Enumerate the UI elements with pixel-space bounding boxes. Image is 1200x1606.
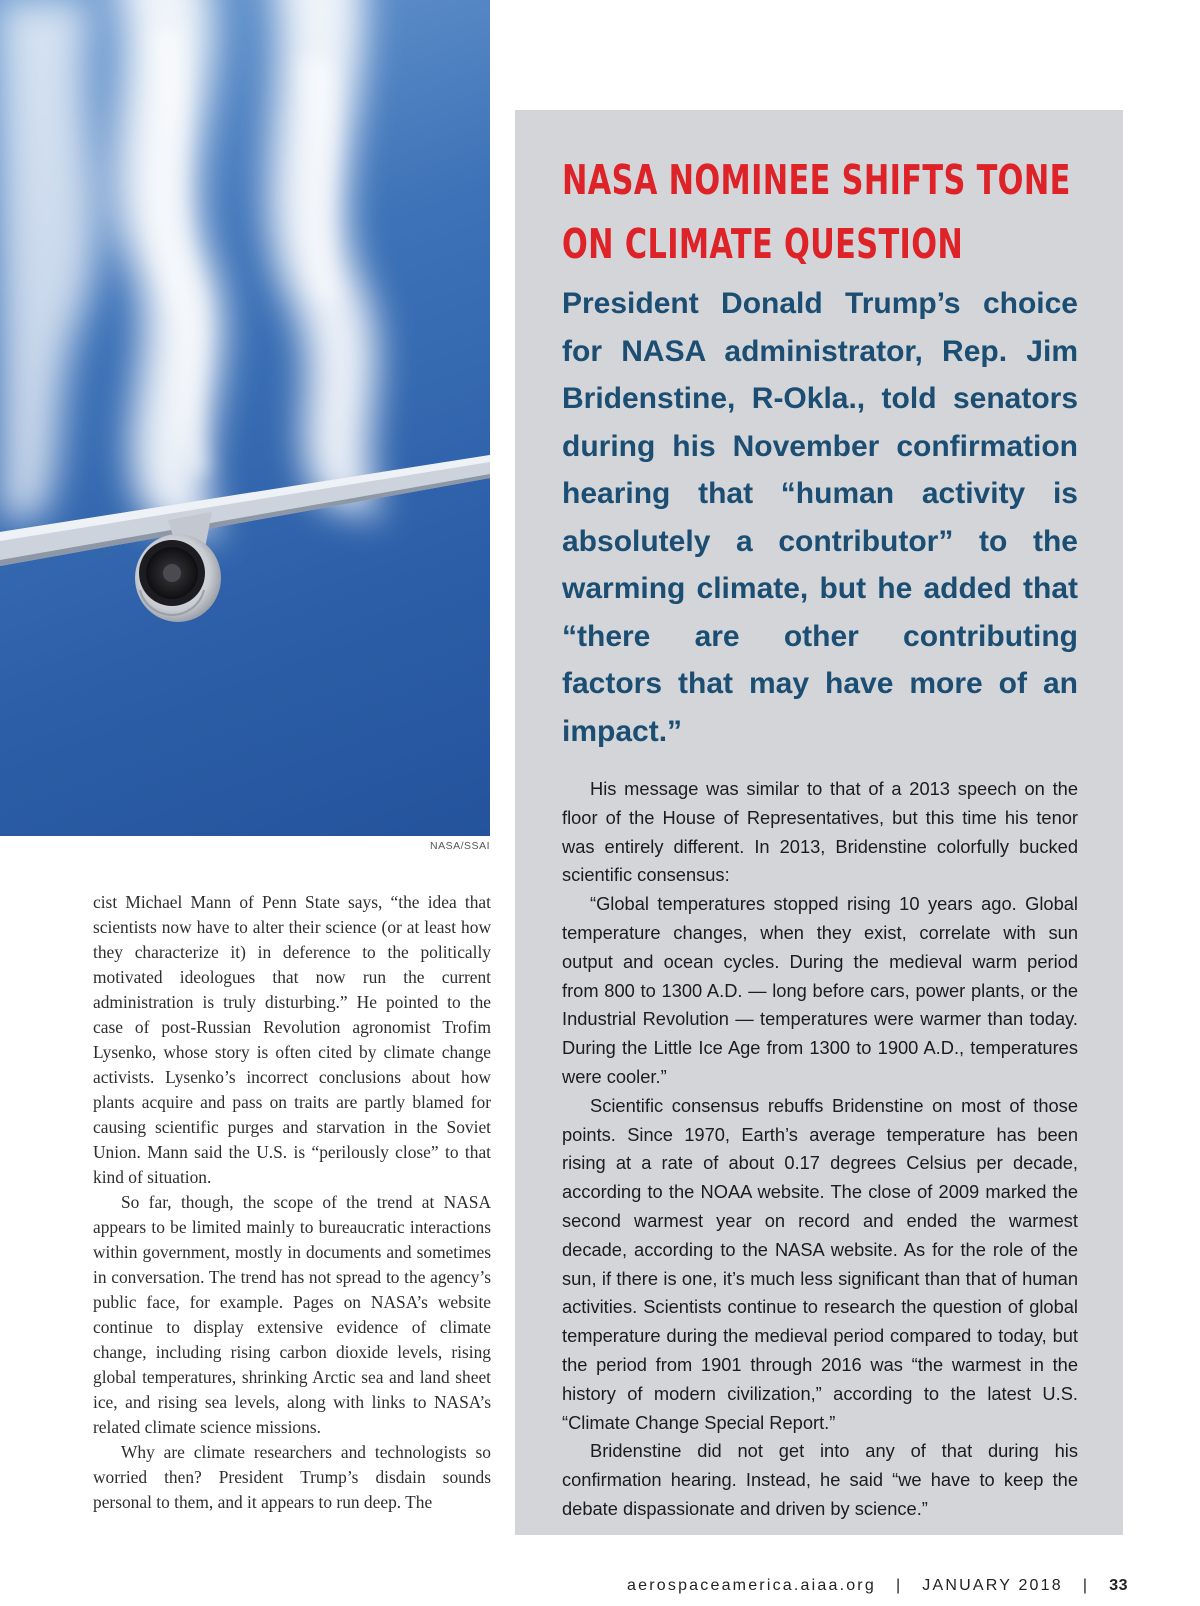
wing [0,455,490,566]
page-number: 33 [1109,1577,1128,1594]
footer-separator-1: | [895,1577,903,1594]
left-paragraph-2: So far, though, the scope of the trend at NASA appears to be limited mainly to bureaucratic interactions within government, mostly in documents and sometimes in conversation. The trend has not spread to the agency’s public face, for example. Pages on NASA’s website continue to display extensive evidence of climate change, including rising carbon dioxide levels, rising global temperatures, shrinking Arctic sea and land sheet ice, and rising sea levels, along with links to NASA’s related climate science missions. [93,1192,491,1437]
footer-separator-2: | [1082,1577,1090,1594]
footer-site-url: aerospaceamerica.aiaa.org [627,1577,876,1594]
article-photo [0,0,490,836]
left-article-column [93,890,491,1515]
footer-issue-date: JANUARY 2018 [922,1577,1063,1594]
headline-line-2: ON CLIMATE QUESTION [562,220,964,268]
left-paragraph-3: Why are climate researchers and technologists so worried then? President Trump’s disdain sounds personal to them, and it appears to run deep. The [93,1442,491,1512]
sidebar-paragraph-3: Scientific consensus rebuffs Bridenstine on most of those points. Since 1970, Earth’s average temperature has been rising at a rate of about 0.17 degrees Celsius per decade, according to the NOAA website. The close of 2009 marked the second warmest year on record and ended the warmest decade, according to the NASA website. As for the role of the sun, if there is one, it’s much less significant than that of human activities. Scientists continue to research the question of global temperature during the medieval period compared to today, but the period from 1901 through 2016 was “the warmest in the history of modern civilization,” according to the latest U.S. “Climate Change Special Report.” [562,1094,1078,1433]
photo-credit: NASA/SSAI [430,840,490,852]
airplane-wing-illustration [0,0,490,836]
headline-line-1: NASA NOMINEE SHIFTS TONE [562,156,1071,204]
sidebar-paragraph-4: Bridenstine did not get into any of that during his confirmation hearing. Instead, he said “we have to keep the debate dispassionate and driven by science.” [562,1440,1078,1519]
sidebar-paragraph-2: “Global temperatures stopped rising 10 years ago. Global temperature changes, when they exist, correlate with sun output and ocean cycles. During the medieval warm period from 800 to 1300 A.D. — long before cars, power plants, or the Industrial Revolution — temperatures were warmer than today. During the Little Ice Age from 1300 to 1900 A.D., temperatures were cooler.” [562,893,1078,1087]
sidebar-headline [562,148,1080,276]
sidebar-box [515,110,1123,1535]
left-paragraph-1: cist Michael Mann of Penn State says, “the idea that scientists now have to alter their science (or at least how they characterize it) in deference to the politically motivated ideologues that now run the current administration is truly disturbing.” He pointed to the case of post-Russian Revolution agronomist Trofim Lysenko, whose story is often cited by climate change activists. Lysenko’s incorrect conclusions about how plants acquire and pass on traits are partly blamed for causing scientific purges and starvation in the Soviet Union. Mann said the U.S. is “perilously close” to that kind of situation. [93,892,491,1187]
sidebar-paragraph-1: His message was similar to that of a 2013 speech on the floor of the House of Representatives, but this time his tenor was entirely different. In 2013, Bridenstine colorfully bucked scientific consensus: [562,778,1078,886]
page-footer [627,1577,1128,1595]
sidebar-body [562,775,1078,1524]
engine [135,534,221,622]
sidebar-deck: President Donald Trump’s choice for NASA administrator, Rep. Jim Bridenstine, R-Okla., told senators during his November confirmation hearing that “human activity is absolutely a contributor” to the warming climate, but he added that “there are other contributing factors that may have more of an impact.” [562,287,1078,748]
